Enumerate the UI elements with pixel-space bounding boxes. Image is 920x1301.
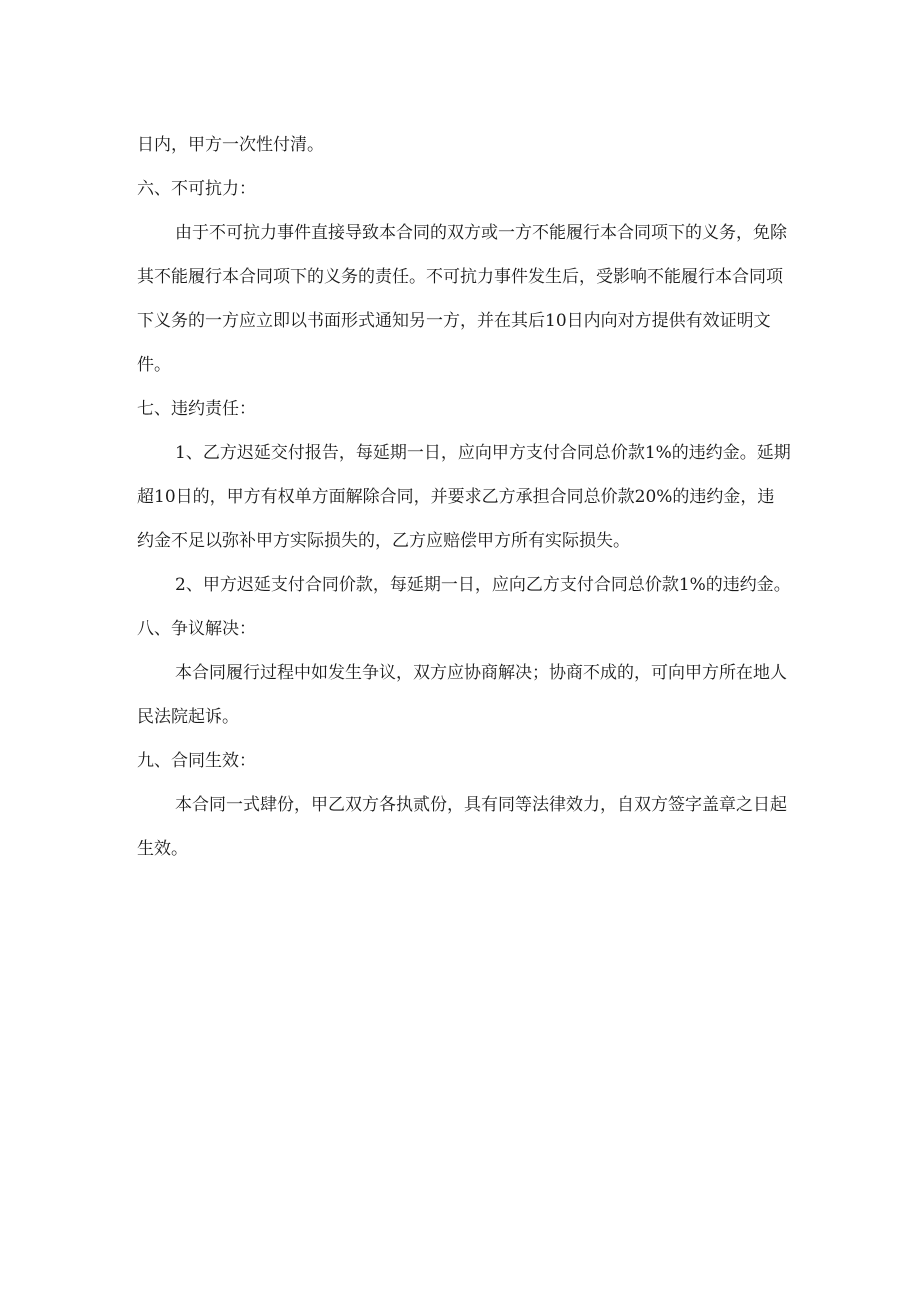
section-9-heading: 九、合同生效： bbox=[137, 751, 256, 771]
section-6-heading: 六、不可抗力： bbox=[137, 179, 256, 199]
section-6-line-4: 件。 bbox=[137, 355, 171, 375]
section-7-item-1-line-1: 1、乙方迟延交付报告，每延期一日，应向甲方支付合同总价款1%的违约金。延期 bbox=[175, 443, 791, 463]
section-6-line-1: 由于不可抗力事件直接导致本合同的双方或一方不能履行本合同项下的义务，免除 bbox=[175, 223, 787, 243]
section-7-item-2-line: 2、甲方迟延支付合同价款，每延期一日，应向乙方支付合同总价款1%的违约金。 bbox=[175, 575, 791, 595]
section-8-heading: 八、争议解决： bbox=[137, 619, 256, 639]
section-7-item-1-line-2: 超10日的，甲方有权单方面解除合同，并要求乙方承担合同总价款20%的违约金，违 bbox=[137, 487, 775, 507]
section-6-line-3: 下义务的一方应立即以书面形式通知另一方，并在其后10日内向对方提供有效证明文 bbox=[137, 311, 771, 331]
section-9-line-2: 生效。 bbox=[137, 839, 188, 859]
section-8-line-2: 民法院起诉。 bbox=[137, 707, 239, 727]
section-8-line-1: 本合同履行过程中如发生争议，双方应协商解决；协商不成的，可向甲方所在地人 bbox=[175, 663, 787, 683]
section-6-line-2: 其不能履行本合同项下的义务的责任。不可抗力事件发生后，受影响不能履行本合同项 bbox=[137, 267, 783, 287]
section-7-heading: 七、违约责任： bbox=[137, 399, 256, 419]
section-9-line-1: 本合同一式肆份，甲乙双方各执贰份，具有同等法律效力，自双方签字盖章之日起 bbox=[175, 795, 787, 815]
continuation-line: 日内，甲方一次性付清。 bbox=[137, 135, 324, 155]
section-7-item-1-line-3: 约金不足以弥补甲方实际损失的，乙方应赔偿甲方所有实际损失。 bbox=[137, 531, 630, 551]
